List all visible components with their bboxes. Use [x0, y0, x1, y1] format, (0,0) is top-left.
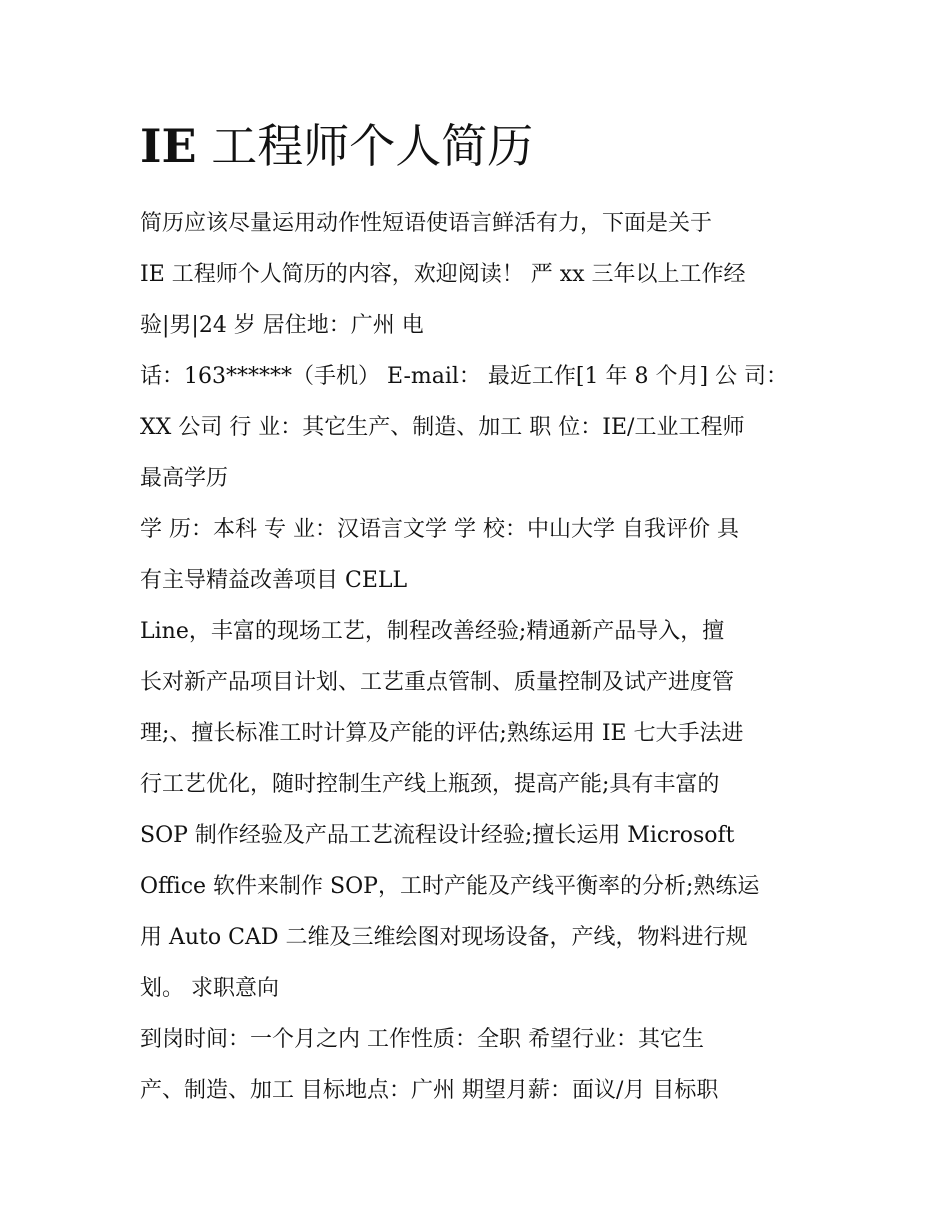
title-text: 工程师个人简历 — [196, 119, 534, 173]
body-line: 用 Auto CAD 二维及三维绘图对现场设备，产线，物料进行规 — [140, 925, 748, 950]
title-prefix: IE — [140, 119, 197, 173]
body-line: 最高学历 — [140, 466, 229, 491]
body-line: 验|男|24 岁 居住地：广州 电 — [140, 313, 424, 338]
body-line: SOP 制作经验及产品工艺流程设计经验;擅长运用 Microsoft — [140, 823, 735, 848]
body-line: XX 公司 行 业：其它生产、制造、加工 职 位：IE/工业工程师 — [140, 415, 745, 440]
body-line: 到岗时间：一个月之内 工作性质：全职 希望行业：其它生 — [140, 1027, 704, 1052]
body-line: IE 工程师个人简历的内容，欢迎阅读！ 严 xx 三年以上工作经 — [140, 262, 746, 287]
document-body — [140, 198, 820, 1116]
body-line: 长对新产品项目计划、工艺重点管制、质量控制及试产进度管 — [140, 670, 735, 695]
body-line: 简历应该尽量运用动作性短语使语言鲜活有力，下面是关于 — [140, 211, 713, 236]
body-line: 有主导精益改善项目 CELL — [140, 568, 408, 593]
body-line: 产、制造、加工 目标地点：广州 期望月薪：面议/月 目标职 — [140, 1078, 719, 1103]
page-title — [140, 116, 533, 176]
body-line: 行工艺优化，随时控制生产线上瓶颈，提高产能;具有丰富的 — [140, 772, 720, 797]
body-line: 话：163******（手机） E-mail： 最近工作[1 年 8 个月] 公 司： — [140, 364, 789, 389]
body-line: 理;、擅长标准工时计算及产能的评估;熟练运用 IE 七大手法进 — [140, 721, 744, 746]
body-line: Line，丰富的现场工艺，制程改善经验;精通新产品导入，擅 — [140, 619, 725, 644]
body-line: Office 软件来制作 SOP，工时产能及产线平衡率的分析;熟练运 — [140, 874, 760, 899]
body-line: 划。 求职意向 — [140, 976, 279, 1001]
body-line: 学 历：本科 专 业：汉语言文学 学 校：中山大学 自我评价 具 — [140, 517, 739, 542]
